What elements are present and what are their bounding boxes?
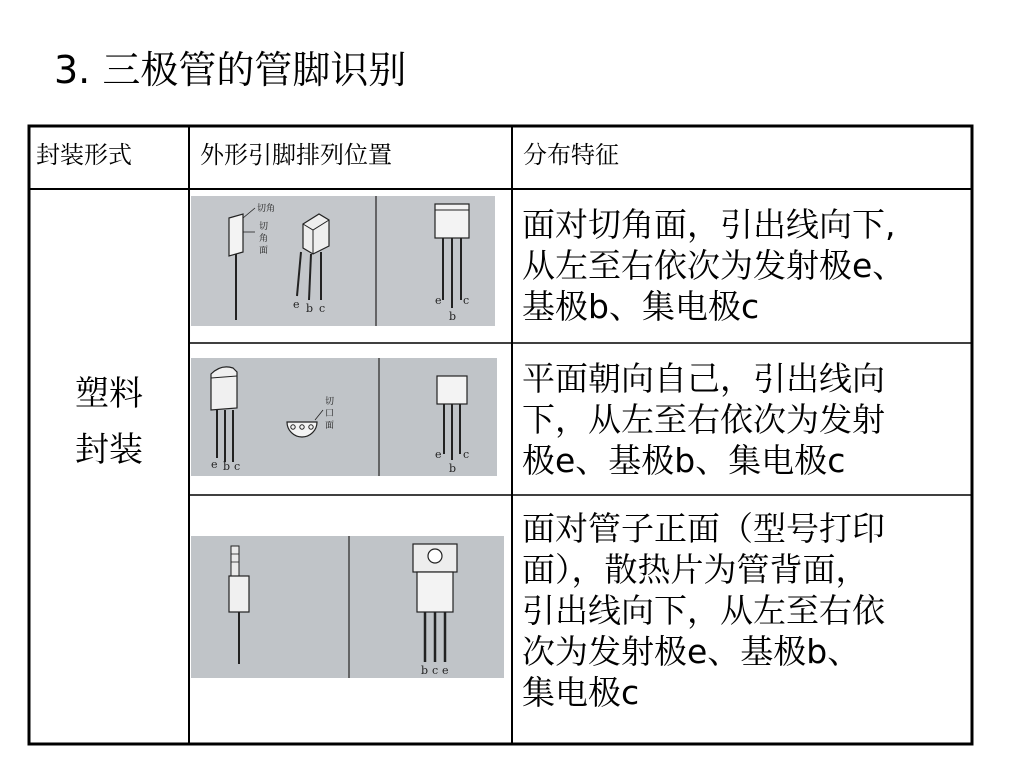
pin-label: c: [234, 460, 241, 473]
caption-line: 角: [259, 234, 269, 244]
pin-label: b: [223, 460, 231, 473]
caption-line: 口: [325, 409, 335, 419]
desc-line: 引出线向下，从左至右依: [522, 591, 885, 630]
header-package-type: 封装形式: [36, 141, 132, 169]
row2-description: [522, 358, 885, 481]
package-line: 塑料: [75, 374, 143, 414]
pin-label: b: [421, 664, 429, 677]
figure-row3-transistor-pins: [191, 536, 504, 678]
desc-line: 基极b、集电极c: [522, 287, 760, 326]
desc-line: 从左至右依次为发射极e、: [522, 246, 906, 285]
pin-label: e: [435, 448, 442, 461]
pin-label: e: [442, 664, 449, 677]
pin-label: e: [211, 458, 218, 471]
package-type-plastic: [29, 366, 189, 478]
row1-description: [522, 204, 905, 327]
pin-label: b: [449, 310, 457, 323]
desc-line: 平面朝向自己，引出线向: [522, 359, 885, 398]
desc-line: 面对管子正面（型号打印: [522, 509, 885, 548]
pin-label: b: [306, 302, 314, 315]
pin-label: c: [463, 294, 470, 307]
header-features: 分布特征: [523, 141, 619, 169]
pin-label: c: [319, 302, 326, 315]
desc-line: 面），散热片为管背面，: [522, 550, 869, 589]
pin-label: c: [432, 664, 439, 677]
desc-line: 面对切角面，引出线向下,: [522, 205, 896, 244]
pin-label: c: [463, 448, 470, 461]
header-pin-arrangement: 外形引脚排列位置: [200, 141, 392, 169]
package-line: 封装: [75, 430, 143, 470]
caption-line: 切: [259, 222, 269, 232]
caption-line: 面: [259, 246, 269, 256]
pin-label: b: [449, 462, 457, 475]
figure-row2-transistor-pins: [191, 358, 497, 476]
desc-line: 极e、基极b、集电极c: [522, 441, 846, 480]
slide-title: 3. 三极管的管脚识别: [54, 48, 407, 92]
desc-line: 集电极c: [522, 673, 640, 712]
desc-line: 下，从左至右依次为发射: [522, 400, 885, 439]
caption-line: 面: [325, 421, 335, 431]
desc-line: 次为发射极e、基极b、: [522, 632, 861, 671]
pin-label: e: [435, 294, 442, 307]
caption-cut-corner: 切角: [257, 204, 276, 214]
pin-label: e: [293, 298, 300, 311]
row3-description: [522, 508, 885, 713]
figure-row1-transistor-pins: [191, 196, 495, 326]
caption-line: 切: [325, 397, 335, 407]
